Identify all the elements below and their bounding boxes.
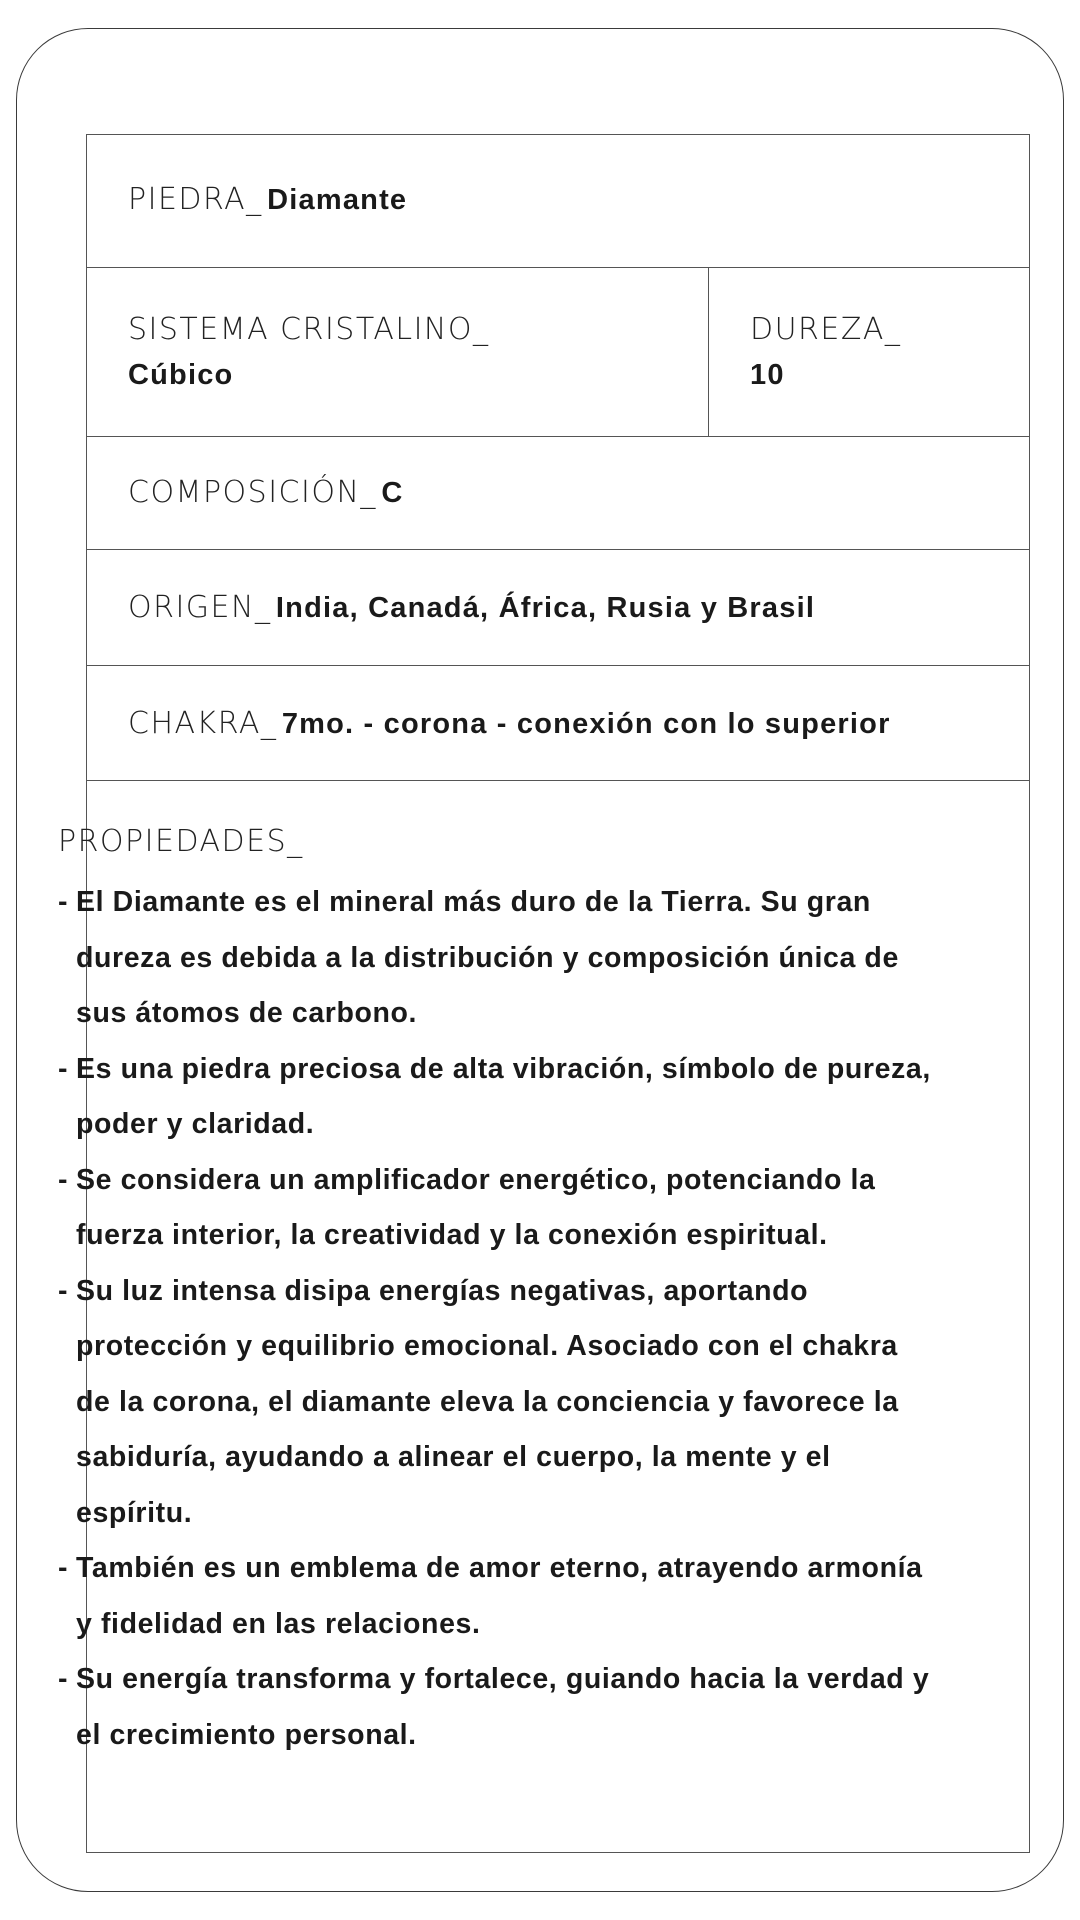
composicion-label: COMPOSICIÓN_ [128,475,377,510]
row-composicion [87,437,1030,550]
propiedades-label: PROPIEDADES_ [58,824,304,859]
composicion-value: C [381,477,404,509]
chakra-label: CHAKRA_ [128,706,278,741]
gem-info-card [16,28,1064,1892]
list-item: - Es una piedra preciosa de alta vibración, símbolo de pureza, poder y claridad. [58,1052,931,1140]
list-item: - Su energía transforma y fortalece, guiando hacia la verdad y el crecimiento personal. [58,1663,930,1751]
piedra-value: Diamante [267,184,408,216]
dureza-label: DUREZA_ [750,312,902,347]
list-item: - El Diamante es el mineral más duro de la Tierra. Su gran dureza es debida a la distribución y composición única de sus átomos de carbono. [58,886,899,1029]
origen-label: ORIGEN_ [128,590,272,625]
dureza-value: 10 [750,359,785,391]
row-chakra [87,666,1030,781]
chakra-value: 7mo. - corona - conexión con lo superior [281,708,891,740]
column-divider [708,268,709,436]
row-origen [87,550,1030,666]
row-sistema-dureza [87,268,1030,437]
origen-value: India, Canadá, África, Rusia y Brasil [275,592,816,624]
sistema-value: Cúbico [128,359,234,391]
propiedades-list [58,875,938,1763]
list-item: - Se considera un amplificador energético, potenciando la fuerza interior, la creatividad y la conexión espiritual. [58,1163,876,1251]
propiedades-section [58,824,938,1763]
list-item: - Su luz intensa disipa energías negativas, aportando protección y equilibrio emocional. Asociado con el chakra de la corona, el diamante eleva la conciencia y favorece la sabiduría, ayudando a alinear el cuerpo, la mente y el espíritu. [58,1274,899,1529]
piedra-label: PIEDRA_ [128,182,263,217]
row-piedra [87,135,1030,268]
list-item: - También es un emblema de amor eterno, atrayendo armonía y fidelidad en las relaciones. [58,1552,923,1640]
sistema-label: SISTEMA CRISTALINO_ [128,312,490,347]
